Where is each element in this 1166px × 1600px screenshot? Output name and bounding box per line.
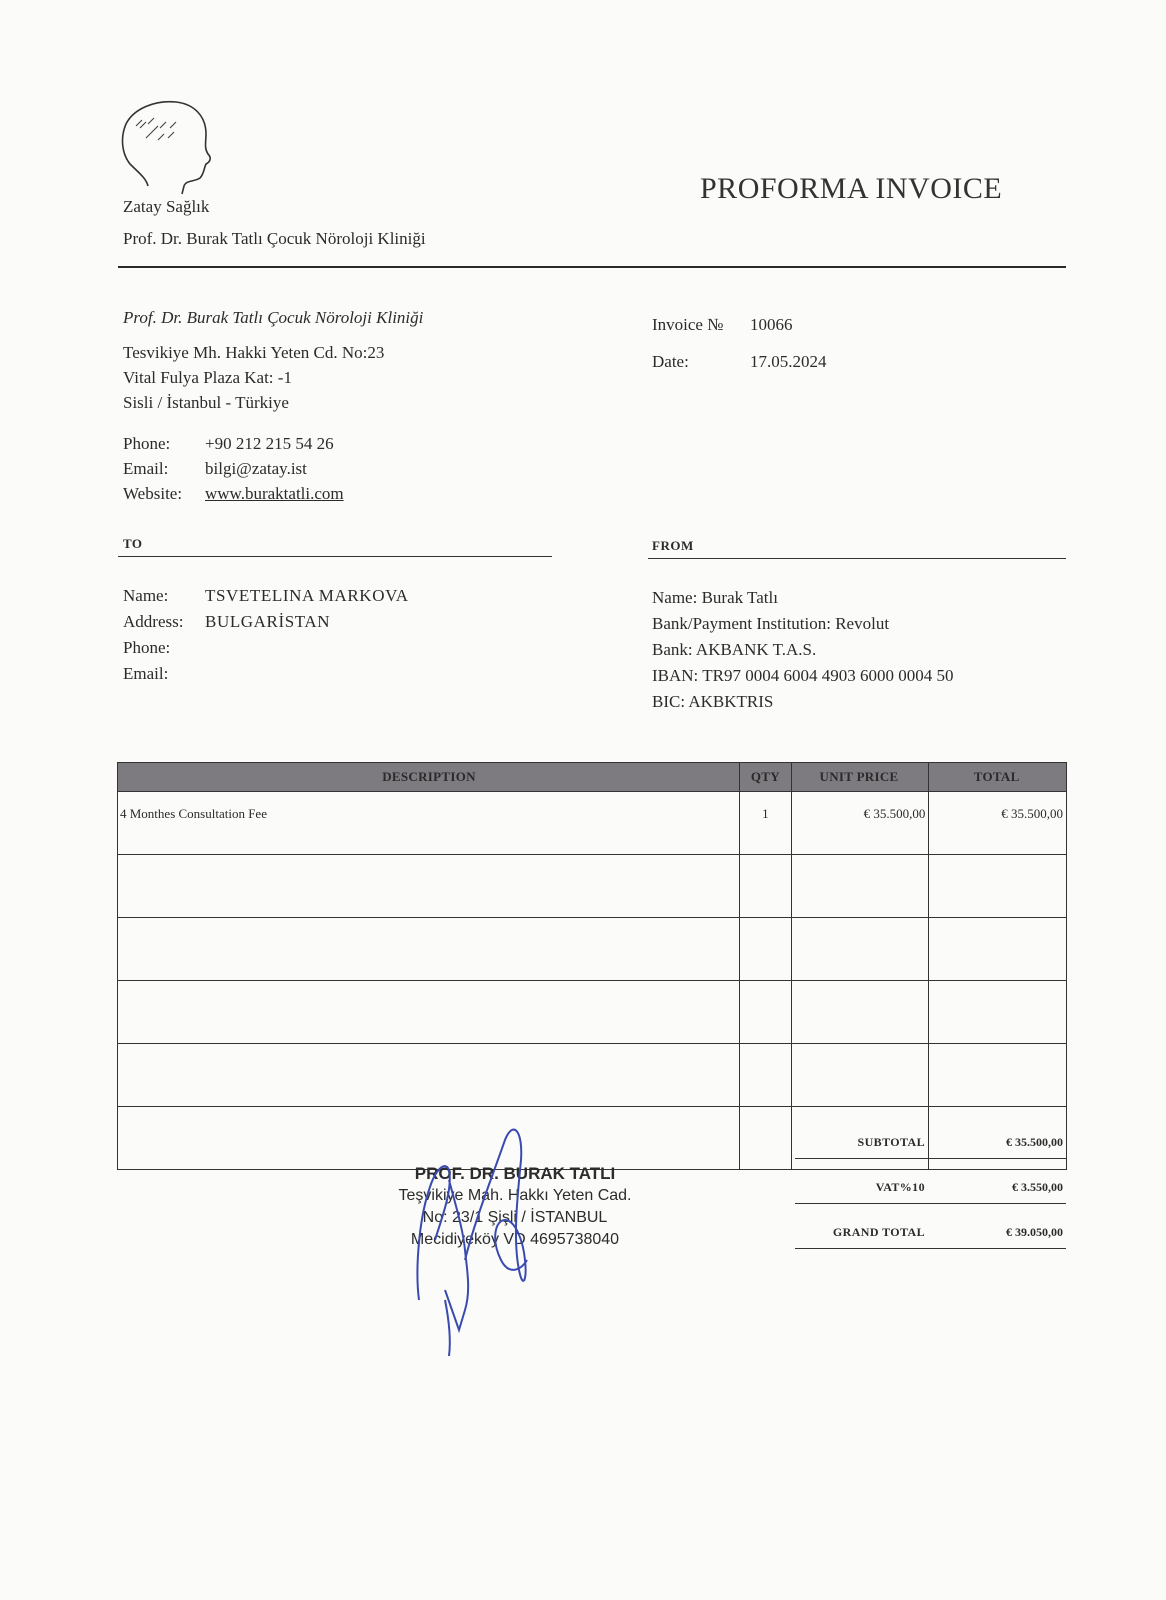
row-description [118, 981, 740, 1044]
recipient-email-row [123, 661, 409, 687]
from-heading: FROM [652, 538, 694, 553]
brand-name: Zatay Sağlık [123, 197, 210, 216]
row-total [929, 918, 1067, 981]
row-unit-price [791, 918, 929, 981]
email-label: Email: [123, 459, 169, 478]
row-qty: 1 [740, 792, 792, 855]
invoice-number-row [652, 306, 827, 343]
recipient-address-label: Address: [123, 612, 184, 631]
recipient-phone-row [123, 635, 409, 661]
address-line: Tesvikiye Mh. Hakki Yeten Cd. No:23 [123, 343, 385, 362]
recipient-email-label: Email: [123, 664, 169, 683]
phone-row [123, 431, 344, 456]
handwritten-signature [405, 1120, 605, 1360]
totals-block [795, 1126, 1066, 1261]
stamp-line: PROF. DR. BURAK TATLI [414, 1164, 616, 1183]
invoice-number-label: Invoice № [652, 315, 724, 334]
website-link[interactable]: www.buraktatli.com [205, 484, 344, 503]
phone-value: +90 212 215 54 26 [205, 434, 334, 453]
table-header-row [118, 763, 1067, 792]
vat-row [795, 1171, 1066, 1204]
recipient-name-label: Name: [123, 586, 169, 605]
stamp-line: Mecidiyeköy VD 4695738040 [410, 1231, 620, 1248]
total-header: TOTAL [929, 763, 1067, 792]
vat-label: VAT%10 [875, 1179, 925, 1194]
row-qty [740, 1107, 792, 1170]
sender-bank-institution: Bank/Payment Institution: Revolut [652, 614, 890, 633]
recipient-phone-label: Phone: [123, 638, 171, 657]
from-divider [648, 558, 1066, 559]
clinic-contact-block [123, 431, 344, 506]
table-row [118, 981, 1067, 1044]
table-row [118, 918, 1067, 981]
phone-label: Phone: [123, 434, 171, 453]
invoice-meta [652, 306, 827, 380]
row-total [929, 981, 1067, 1044]
row-description [118, 918, 740, 981]
email-row [123, 456, 344, 481]
email-value: bilgi@zatay.ist [205, 459, 307, 478]
subtotal-value: € 35.500,00 [1006, 1134, 1063, 1149]
sender-name: Name: Burak Tatlı [652, 588, 778, 607]
recipient-address-row [123, 609, 409, 635]
table-row [118, 855, 1067, 918]
row-unit-price [791, 1044, 929, 1107]
row-qty [740, 981, 792, 1044]
row-description [118, 1044, 740, 1107]
row-qty [740, 1044, 792, 1107]
stamp-line: No: 23/1 Şişli / İSTANBUL [422, 1209, 608, 1226]
table-row [118, 1044, 1067, 1107]
row-total [929, 855, 1067, 918]
grand-total-label: GRAND TOTAL [832, 1224, 925, 1239]
sender-block [652, 585, 953, 715]
address-line: Vital Fulya Plaza Kat: -1 [123, 368, 292, 387]
table-row [118, 792, 1067, 855]
document-title: PROFORMA INVOICE [700, 172, 1003, 205]
description-header: DESCRIPTION [118, 763, 740, 792]
invoice-date-label: Date: [652, 352, 689, 371]
row-qty [740, 855, 792, 918]
invoice-date-row [652, 343, 827, 380]
to-heading: TO [123, 536, 143, 551]
recipient-address: BULGARİSTAN [205, 612, 331, 631]
stamp-line: Teşvikiye Mah. Hakkı Yeten Cad. [398, 1187, 632, 1204]
unit-price-header: UNIT PRICE [791, 763, 929, 792]
recipient-name: TSVETELINA MARKOVA [205, 586, 409, 605]
qty-header: QTY [740, 763, 792, 792]
sender-bank: Bank: AKBANK T.A.S. [652, 640, 817, 659]
grand-total-row [795, 1216, 1066, 1249]
row-unit-price: € 35.500,00 [791, 792, 929, 855]
website-row [123, 481, 344, 506]
clinic-subtitle: Prof. Dr. Burak Tatlı Çocuk Nöroloji Kliniği [123, 229, 426, 248]
line-items-table [117, 762, 1067, 1170]
clinic-logo [118, 98, 218, 198]
clinic-name: Prof. Dr. Burak Tatlı Çocuk Nöroloji Kliniği [123, 308, 424, 327]
subtotal-row [795, 1126, 1066, 1159]
row-total [929, 1044, 1067, 1107]
to-divider [118, 556, 552, 557]
website-label: Website: [123, 484, 183, 503]
row-qty [740, 918, 792, 981]
grand-total-value: € 39.050,00 [1006, 1224, 1063, 1239]
row-description: 4 Monthes Consultation Fee [118, 792, 740, 855]
sender-iban: IBAN: TR97 0004 6004 4903 6000 0004 50 [652, 666, 954, 685]
row-total: € 35.500,00 [929, 792, 1067, 855]
invoice-date: 17.05.2024 [750, 352, 827, 371]
recipient-name-row [123, 583, 409, 609]
recipient-block [123, 583, 409, 687]
sender-bic: BIC: AKBKTRIS [652, 692, 774, 711]
clinic-address-block [123, 305, 423, 415]
vat-value: € 3.550,00 [1012, 1179, 1063, 1194]
row-unit-price [791, 855, 929, 918]
address-line: Sisli / İstanbul - Türkiye [123, 393, 289, 412]
row-unit-price [791, 981, 929, 1044]
subtotal-label: SUBTOTAL [857, 1134, 925, 1149]
row-description [118, 855, 740, 918]
invoice-number: 10066 [750, 315, 793, 334]
header-divider [118, 266, 1066, 268]
